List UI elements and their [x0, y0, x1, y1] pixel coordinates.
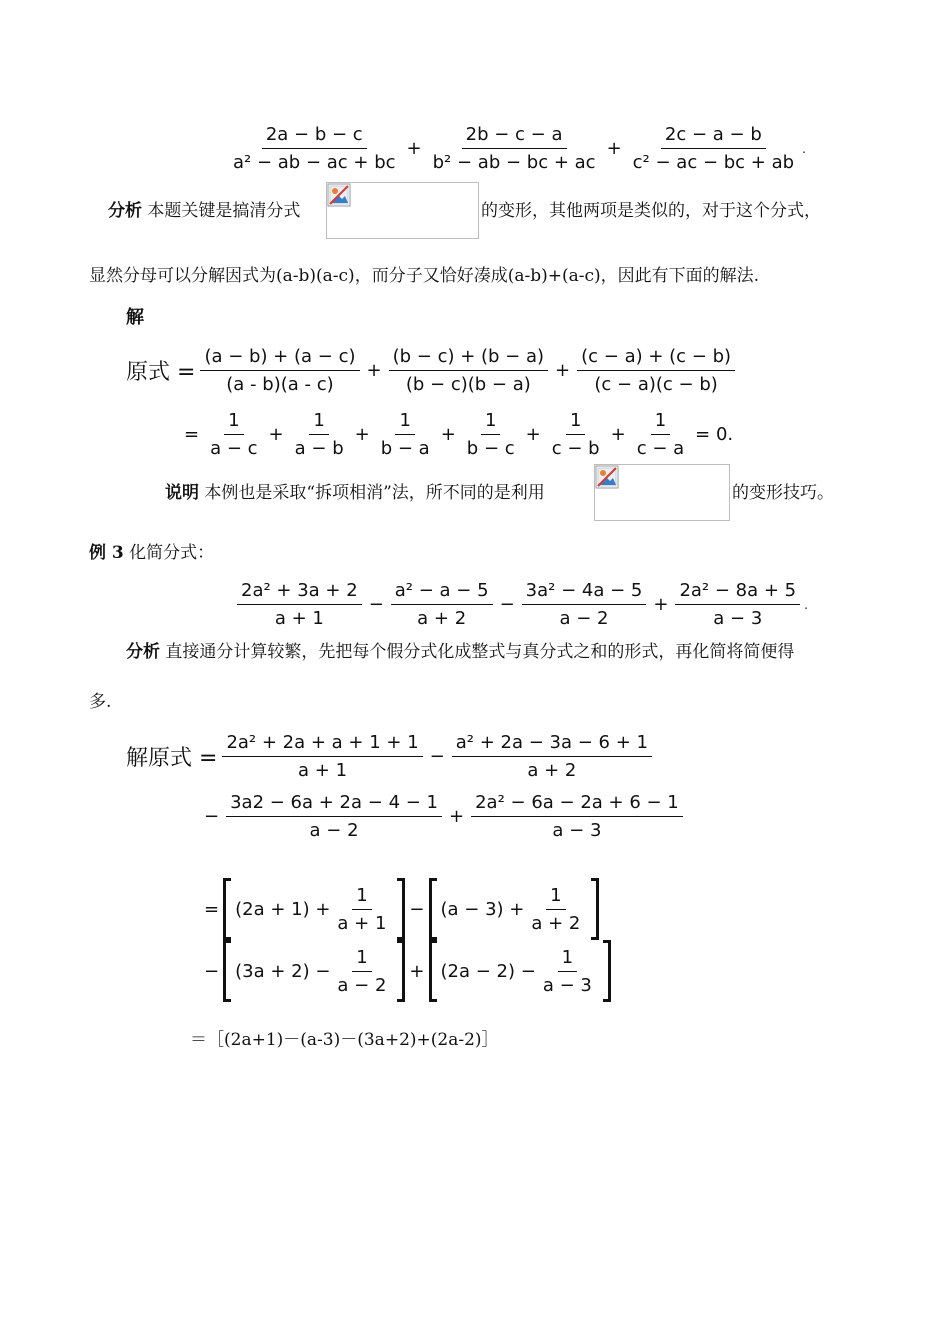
fraction: $\frac{(c - a) + (c - b)}{(c - a)(c - b)}$	[577, 346, 735, 395]
fraction: $\frac{1}{a - 2}$	[337, 946, 387, 996]
fraction: $\frac{(a - b) + (a - c)}{(a - b)(a - c)}$	[200, 346, 359, 395]
fraction: $\frac{\text{2a² − 8a + 5}}{a - 3}$	[675, 580, 800, 629]
fraction: $\frac{2b - c - a}{\text{b² − ab − bc + ac}}$	[432, 124, 596, 173]
left-bracket	[429, 878, 437, 940]
equation-2: $\frac{\text{2a² + 3a + 2}}{a + 1}$ − $\frac{\text{a² − a − 5}}{a + 2}$ − $\frac{\text{3a² − 4a − 5}}{a - 2}$ + $\frac{\text{2a² − 8a + 5}}{a - 3}$ .	[234, 580, 808, 629]
right-bracket	[397, 940, 405, 1002]
broken-image-icon	[595, 465, 619, 489]
fraction: $\frac{\text{a² + 2a − 3a − 6 + 1}}{a + 2}$	[452, 732, 652, 781]
fraction: $\frac{\text{2a² − 6a − 2a + 6 − 1}}{a - 3}$	[471, 792, 683, 841]
solution-label: 解	[126, 307, 144, 328]
right-bracket	[603, 940, 611, 1002]
solution-2-row-3: = (2a + 1) + $\frac{1}{a + 1}$ − (a − 3) + $\frac{1}{a + 2}$	[200, 878, 599, 940]
fraction: $\frac{1}{a + 1}$	[337, 884, 387, 934]
final-expression: ＝［(2a+1)－(a-3)－(3a+2)+(2a-2)］	[190, 1030, 499, 1050]
fraction: $\frac{\text{3a² − 4a − 5}}{a - 2}$	[522, 580, 647, 629]
analysis-1-line-1-end: 的变形，其他两项是类似的，对于这个分式，	[481, 201, 821, 221]
broken-image-placeholder	[326, 182, 479, 239]
note-line-end: 的变形技巧。	[732, 483, 834, 503]
analysis-2-line-1: 分析 直接通分计算较繁，先把每个假分式化成整式与真分式之和的形式，再化简将简便得	[126, 642, 795, 662]
left-bracket	[223, 940, 231, 1002]
fraction: $\frac{\text{a² − a − 5}}{a + 2}$	[391, 580, 493, 629]
fraction: $\frac{1}{c - a}$	[636, 410, 685, 459]
solution-1-line-2: = $\frac{1}{a - c}$ + $\frac{1}{a - b}$ + $\frac{1}{b - a}$ + $\frac{1}{b - c}$ + $\frac{1}{c - b}$ + $\frac{1}{c - a}$ = 0.	[184, 410, 734, 459]
broken-image-icon	[327, 183, 351, 207]
left-bracket	[429, 940, 437, 1002]
note-line: 说明 本例也是采取“拆项相消”法，所不同的是利用	[165, 483, 545, 503]
left-bracket	[223, 878, 231, 940]
fraction: $\frac{1}{a - b}$	[294, 410, 344, 459]
fraction: $\frac{\text{2a² + 3a + 2}}{a + 1}$	[237, 580, 362, 629]
fraction: $\frac{\text{2a² + 2a + a + 1 + 1}}{a + 1}$	[222, 732, 422, 781]
fraction: $\frac{1}{a - 3}$	[542, 946, 592, 996]
solution-2-row-2: − $\frac{3a2 - 6a + 2a - 4 - 1}{a - 2}$ + $\frac{\text{2a² − 6a − 2a + 6 − 1}}{a - 3}$	[200, 792, 686, 841]
fraction: $\frac{2a - b - c}{\text{a² − ab − ac + bc}}$	[233, 124, 396, 173]
analysis-1-line-2: 显然分母可以分解因式为(a-b)(a-c)，而分子又恰好凑成(a-b)+(a-c)，因此有下面的解法.	[89, 266, 760, 286]
analysis-1-line-1: 分析 本题关键是搞清分式	[108, 201, 301, 221]
solution-1-line-1: 原式 = $\frac{(a - b) + (a - c)}{(a - b)(a - c)}$ + $\frac{(b - c) + (b - a)}{(b - c)(b - a)}$ + $\frac{(c - a) + (c - b)}{(c - a)(c - b)}$	[126, 346, 738, 395]
fraction: $\frac{1}{c - b}$	[551, 410, 600, 459]
fraction: $\frac{1}{b - c}$	[466, 410, 515, 459]
example-3-heading: 例 3 化简分式：	[89, 543, 215, 563]
right-bracket	[397, 878, 405, 940]
fraction: $\frac{2c - a - b}{\text{c² − ac − bc + ab}}$	[632, 124, 795, 173]
right-bracket	[591, 878, 599, 940]
equation-1: $\frac{2a - b - c}{\text{a² − ab − ac + bc}}$ + $\frac{2b - c - a}{\text{b² − ab − bc + ac}}$ + $\frac{2c - a - b}{\text{c² − ac − bc + ab}}$ .	[226, 124, 806, 173]
solution-2-row-1: 解原式 = $\frac{\text{2a² + 2a + a + 1 + 1}}{a + 1}$ − $\frac{\text{a² + 2a − 3a − 6 + 1}}{a + 2}$	[126, 732, 655, 781]
solution-2-row-4: − (3a + 2) − $\frac{1}{a - 2}$ + (2a − 2) − $\frac{1}{a - 3}$	[200, 940, 611, 1002]
fraction: $\frac{1}{a + 2}$	[531, 884, 581, 934]
analysis-2-line-2: 多.	[89, 692, 112, 712]
fraction: $\frac{3a2 - 6a + 2a - 4 - 1}{a - 2}$	[226, 792, 442, 841]
fraction: $\frac{(b - c) + (b - a)}{(b - c)(b - a)}$	[389, 346, 548, 395]
fraction: $\frac{1}{a - c}$	[210, 410, 258, 459]
broken-image-placeholder	[594, 464, 730, 521]
fraction: $\frac{1}{b - a}$	[380, 410, 430, 459]
